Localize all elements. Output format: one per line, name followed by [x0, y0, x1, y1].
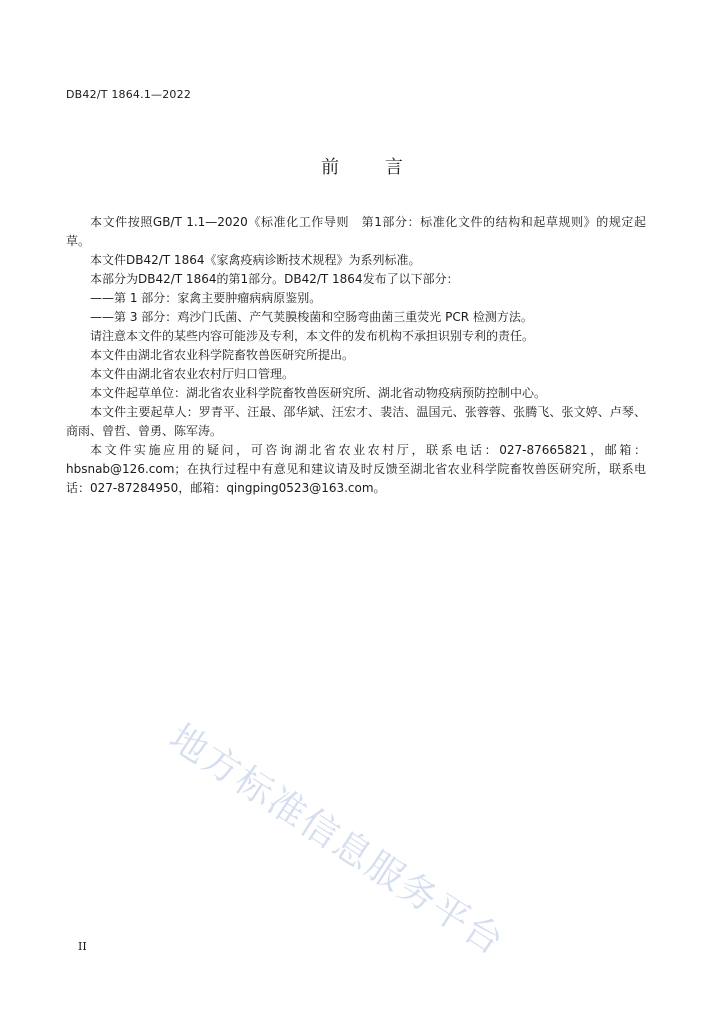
foreword-body — [66, 213, 646, 498]
page-title: 前 言 — [321, 157, 423, 178]
paragraph-drafting-rules: 本文件按照GB/T 1.1—2020《标准化工作导则 第1部分：标准化文件的结构和起草规则》的规定起草。 — [66, 215, 646, 248]
document-code: DB42/T 1864.1—2022 — [66, 88, 192, 101]
paragraph-series-standard: 本文件DB42/T 1864《家禽疫病诊断技术规程》为系列标准。 — [90, 253, 421, 267]
paragraph-managed-by: 本文件由湖北省农业农村厅归口管理。 — [90, 367, 295, 381]
paragraph-drafters: 本文件主要起草人：罗青平、汪最、邵华斌、汪宏才、裴洁、温国元、张蓉蓉、张腾飞、张文婷、卢琴、商雨、曾哲、曾勇、陈军涛。 — [66, 405, 646, 438]
paragraph-part-3: ——第 3 部分：鸡沙门氏菌、产气荚膜梭菌和空肠弯曲菌三重荧光 PCR 检测方法。 — [90, 310, 533, 324]
paragraph-drafting-units: 本文件起草单位：湖北省农业科学院畜牧兽医研究所、湖北省动物疫病预防控制中心。 — [90, 386, 547, 400]
paragraph-contact: 本文件实施应用的疑问，可咨询湖北省农业农村厅，联系电话：027-87665821，邮箱：hbsnab@126.com；在执行过程中有意见和建议请及时反馈至湖北省农业科学院畜牧兽医研究所，联系电话：027-87284950，邮箱：qingping0523@163.com。 — [66, 443, 646, 495]
paragraph-part-info: 本部分为DB42/T 1864的第1部分。DB42/T 1864发布了以下部分： — [90, 272, 459, 286]
watermark: 地方标准信息服务平台 — [161, 715, 513, 965]
paragraph-patent-notice: 请注意本文件的某些内容可能涉及专利，本文件的发布机构不承担识别专利的责任。 — [90, 329, 535, 343]
page-number: II — [78, 940, 87, 953]
paragraph-proposed-by: 本文件由湖北省农业科学院畜牧兽医研究所提出。 — [90, 348, 355, 362]
paragraph-part-1: ——第 1 部分：家禽主要肿瘤病病原鉴别。 — [90, 291, 322, 305]
